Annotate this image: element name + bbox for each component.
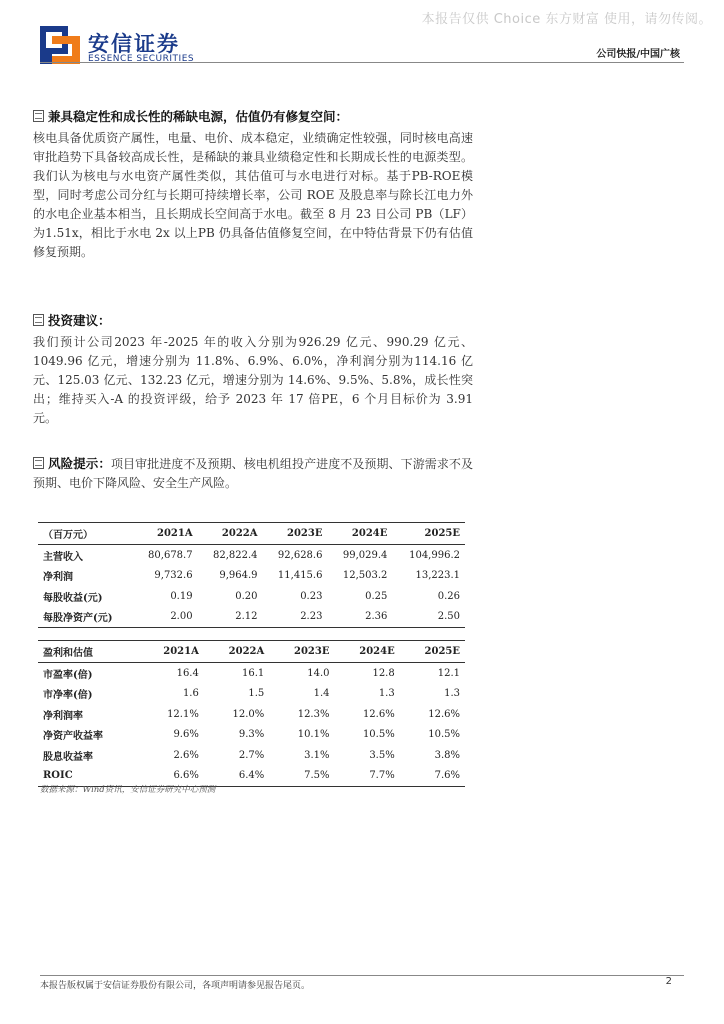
table-cell: 12,503.2	[342, 570, 388, 582]
table-cell: 9.6%	[173, 729, 199, 741]
table-cell: 10.5%	[362, 729, 395, 741]
table-cell: 3.8%	[434, 749, 460, 761]
table-cell: 12.6%	[428, 708, 460, 720]
column-header: 2022A	[221, 528, 258, 539]
brand-name-cn: 安信证券	[88, 32, 180, 56]
table-cell: 7.6%	[434, 770, 460, 782]
table-cell: 14.0	[307, 667, 330, 679]
table-cell: 1.5	[248, 688, 265, 700]
table-cell: 0.25	[365, 590, 388, 602]
section-body: 我们预计公司2023 年-2025 年的收入分别为926.29 亿元、990.29 亿元、1049.96 亿元，增速分别为 11.8%、6.9%、6.0%，净利润分别为114.16 亿元、125.03 亿元、132.23 亿元，增速分别为 14.6%、9.5%、5.8%，成长性突出；维持买入-A 的投资评级，给予 2023 年 17 倍PE，6 个月目标价为 3.91 元。	[33, 335, 473, 425]
table-cell: 13,223.1	[415, 570, 460, 582]
row-label: 每股收益(元)	[43, 592, 103, 604]
table-cell: 12.3%	[297, 708, 330, 720]
table-cell: 2.7%	[238, 749, 265, 761]
table-row	[38, 704, 465, 725]
brand-logo-mark	[40, 26, 80, 64]
section-investment-advice	[33, 310, 473, 428]
section-title: 风险提示：	[48, 456, 111, 471]
section-valuation	[33, 106, 473, 262]
table-cell: 16.1	[241, 667, 265, 679]
table-cell: 82,822.4	[212, 549, 258, 561]
brand-name-en: ESSENCE SECURITIES	[88, 54, 195, 64]
column-header: 2025E	[424, 646, 460, 657]
table-cell: 11,415.6	[277, 570, 323, 582]
row-label: 净资产收益率	[43, 731, 103, 743]
table-cell: 2.36	[365, 611, 388, 623]
brand-logo	[40, 26, 260, 66]
column-header: （百万元）	[43, 530, 93, 541]
table-cell: 10.5%	[428, 729, 460, 741]
table-cell: 16.4	[176, 667, 199, 679]
table-cell: 12.6%	[362, 708, 395, 720]
table-cell: 12.0%	[232, 708, 265, 720]
row-label: 净利润	[43, 572, 73, 584]
table-cell: 1.6	[182, 688, 199, 700]
table-cell: 9,964.9	[219, 570, 258, 582]
table-cell: 10.1%	[297, 729, 330, 741]
table-cell: 6.6%	[173, 770, 199, 782]
table-cell: 6.4%	[238, 770, 265, 782]
table-cell: 3.5%	[369, 749, 395, 761]
table-cell: 104,996.2	[409, 549, 460, 561]
section-body: 核电具备优质资产属性，电量、电价、成本稳定，业绩确定性较强，同时核电高速审批趋势下具备较高成长性，是稀缺的兼具业绩稳定性和长期成长性的电源类型。我们认为核电与水电资产属性类似，其估值可与水电进行对标。基于PB-ROE模型，同时考虑公司分红与长期可持续增长率，公司 ROE 及股息率与除长江电力外的水电企业基本相当，且长期成长空间高于水电。截至 8 月 23 日公司 PB（LF）为1.51x，相比于水电 2x 以上PB 仍具备估值修复空间，在中特估背景下仍有估值修复预期。	[33, 131, 473, 259]
table-cell: 2.23	[300, 611, 323, 623]
table-row	[38, 607, 465, 628]
table-cell: 3.1%	[304, 749, 330, 761]
valuation-table	[38, 640, 465, 787]
copyright-notice: 本报告版权属于安信证券股份有限公司，各项声明请参见报告尾页。	[40, 981, 311, 991]
table-row	[38, 684, 465, 705]
table-cell: 80,678.7	[148, 549, 193, 561]
table-cell: 7.5%	[304, 770, 330, 782]
row-label: 股息收益率	[43, 751, 93, 763]
row-label: ROIC	[43, 770, 73, 782]
header-divider	[40, 62, 684, 63]
table-cell: 12.1	[437, 667, 460, 679]
column-header: 2025E	[424, 528, 460, 539]
section-title: 兼具稳定性和成长性的稀缺电源，估值仍有修复空间：	[48, 109, 349, 124]
table-row	[38, 545, 465, 566]
column-header: 盈利和估值	[43, 648, 93, 659]
table-header-row	[38, 641, 465, 663]
table-row	[38, 566, 465, 587]
table-cell: 2.50	[437, 611, 460, 623]
report-type: 公司快报/中国广核	[596, 49, 680, 60]
table-row	[38, 663, 465, 684]
page-number: 2	[665, 976, 672, 987]
table-cell: 1.3	[444, 688, 460, 700]
section-icon	[33, 314, 44, 326]
table-cell: 0.23	[300, 590, 323, 602]
table-cell: 9.3%	[238, 729, 265, 741]
data-source-note: 数据来源：Wind资讯，安信证券研究中心预测	[40, 785, 216, 795]
table-cell: 12.1%	[167, 708, 199, 720]
watermark: 本报告仅供 Choice 东方财富 使用，请勿传阅。	[421, 12, 712, 27]
table-cell: 0.19	[170, 590, 193, 602]
table-cell: 12.8	[372, 667, 395, 679]
column-header: 2023E	[286, 528, 323, 539]
section-icon	[33, 457, 44, 469]
column-header: 2023E	[294, 646, 330, 657]
table-cell: 1.3	[378, 688, 395, 700]
table-cell: 0.20	[235, 590, 258, 602]
section-title: 投资建议：	[48, 313, 111, 328]
column-header: 2024E	[359, 646, 395, 657]
column-header: 2022A	[228, 646, 265, 657]
row-label: 每股净资产(元)	[43, 613, 113, 625]
section-icon	[33, 110, 44, 122]
financial-table	[38, 522, 465, 628]
table-cell: 1.4	[313, 688, 330, 700]
column-header: 2021A	[163, 646, 199, 657]
row-label: 净利润率	[43, 710, 83, 722]
row-label: 市净率(倍)	[43, 690, 93, 702]
table-row	[38, 586, 465, 607]
table-cell: 0.26	[437, 590, 460, 602]
column-header: 2021A	[156, 528, 193, 539]
section-risk	[33, 454, 473, 493]
table-cell: 92,628.6	[277, 549, 323, 561]
row-label: 市盈率(倍)	[43, 669, 93, 681]
table-header-row	[38, 523, 465, 545]
table-cell: 99,029.4	[342, 549, 388, 561]
column-header: 2024E	[351, 528, 388, 539]
table-cell: 2.00	[170, 611, 193, 623]
table-cell: 9,732.6	[154, 570, 193, 582]
footer-divider	[40, 975, 684, 976]
table-cell: 7.7%	[369, 770, 395, 782]
section-body: 项目审批进度不及预期、核电机组投产进度不及预期、下游需求不及预期、电价下降风险、安全生产风险。	[33, 457, 473, 490]
table-row	[38, 745, 465, 766]
row-label: 主营收入	[43, 551, 83, 563]
table-cell: 2.12	[235, 611, 258, 623]
table-row	[38, 725, 465, 746]
table-cell: 2.6%	[173, 749, 199, 761]
